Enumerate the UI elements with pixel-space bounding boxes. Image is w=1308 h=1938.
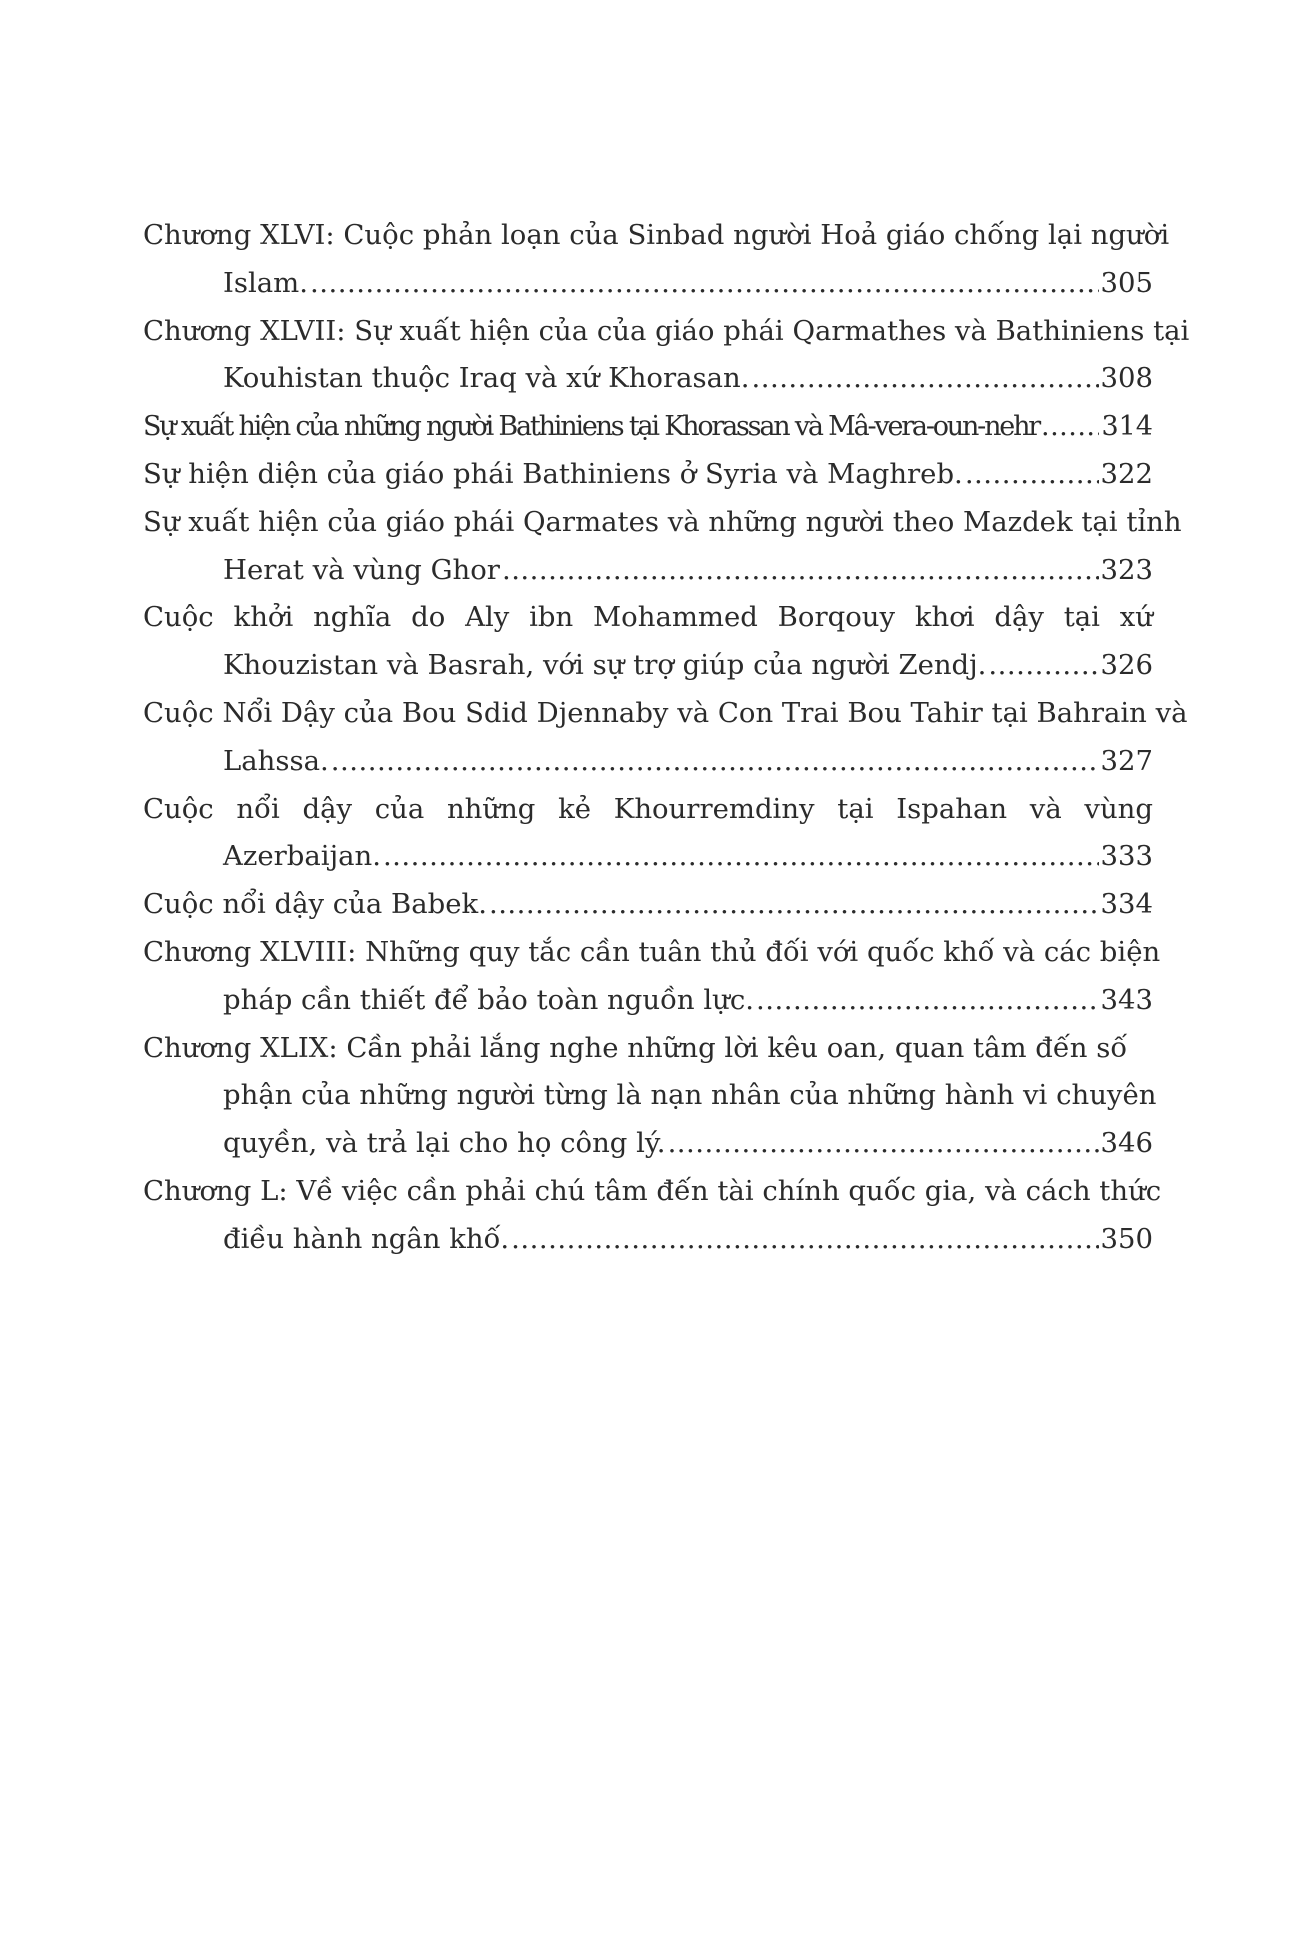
toc-entry-title-end: Azerbaijan. xyxy=(223,840,381,873)
toc-entry-title-end: Cuộc nổi dậy của Babek. xyxy=(143,888,487,921)
toc-entry-title-line: Chương XLVII: Sự xuất hiện của của giáo phái Qarmathes và Bathiniens tại xyxy=(143,314,1190,347)
table-of-contents xyxy=(143,212,1190,1264)
toc-entry-title-line: Cuộc nổi dậy của những kẻ Khourremdiny tại Ispahan và vùng xyxy=(143,792,1153,825)
toc-page-number: 350 xyxy=(1100,1222,1153,1255)
toc-entry-title-line: phận của những người từng là nạn nhân của những hành vi chuyên xyxy=(223,1079,1157,1112)
toc-entry[interactable] xyxy=(143,212,1170,308)
toc-entry-title-end: Herat và vùng Ghor xyxy=(223,553,500,586)
toc-entry-title-line: Chương XLVIII: Những quy tắc cần tuân thủ đối với quốc khố và các biện xyxy=(143,935,1161,968)
toc-entry-title-end: Sự xuất hiện của những người Bathiniens tại Khorassan và Mâ-vera-oun-nehr xyxy=(143,411,1039,443)
toc-entry-title-end: Kouhistan thuộc Iraq và xứ Khorasan. xyxy=(223,362,750,395)
toc-page-number: 334 xyxy=(1100,888,1153,921)
toc-entry[interactable] xyxy=(143,1168,1162,1264)
toc-entry-title-end: Khouzistan và Basrah, với sự trợ giúp của người Zendj. xyxy=(223,649,987,682)
dot-leader xyxy=(502,547,1099,595)
toc-page-number: 333 xyxy=(1100,840,1153,873)
dot-leader xyxy=(668,1120,1099,1168)
toc-entry-last-line xyxy=(143,260,1153,308)
dot-leader xyxy=(1041,403,1099,451)
toc-page-number: 323 xyxy=(1100,553,1153,586)
toc-entry-title-end: Sự hiện diện của giáo phái Bathiniens ở Syria và Maghreb. xyxy=(143,457,963,490)
toc-entry-last-line xyxy=(143,1216,1153,1264)
toc-entry-last-line xyxy=(143,403,1153,451)
dot-leader xyxy=(965,451,1099,499)
toc-entry[interactable] xyxy=(143,786,1153,882)
toc-entry[interactable] xyxy=(143,499,1182,595)
toc-entry-title-line: Chương XLIX: Cần phải lắng nghe những lời kêu oan, quan tâm đến số xyxy=(143,1031,1128,1064)
toc-entry-last-line xyxy=(143,738,1153,786)
toc-page-number: 327 xyxy=(1100,744,1153,777)
dot-leader xyxy=(756,977,1099,1025)
toc-page-number: 308 xyxy=(1100,362,1153,395)
toc-entry-last-line xyxy=(143,642,1153,690)
toc-page-number: 322 xyxy=(1100,457,1153,490)
dot-leader xyxy=(511,1216,1098,1264)
toc-page-number: 326 xyxy=(1100,649,1153,682)
toc-entry-last-line xyxy=(143,833,1153,881)
toc-entry-title-line: Chương L: Về việc cần phải chú tâm đến tài chính quốc gia, và cách thức xyxy=(143,1174,1162,1207)
toc-entry[interactable] xyxy=(143,403,1153,451)
toc-entry-last-line xyxy=(143,1120,1153,1168)
toc-page-number: 314 xyxy=(1101,411,1153,443)
toc-entry-last-line xyxy=(143,355,1153,403)
toc-entry-title-end: điều hành ngân khố. xyxy=(223,1222,510,1255)
toc-entry-title-line: Chương XLVI: Cuộc phản loạn của Sinbad người Hoả giáo chống lại người xyxy=(143,219,1170,251)
toc-entry-last-line xyxy=(143,451,1153,499)
toc-entry[interactable] xyxy=(143,594,1153,690)
toc-entry[interactable] xyxy=(143,451,1153,499)
toc-entry-title-end: Islam. xyxy=(223,266,308,299)
toc-entry[interactable] xyxy=(143,881,1153,929)
toc-entry-last-line xyxy=(143,881,1153,929)
toc-entry-title-line: Sự xuất hiện của giáo phái Qarmates và những người theo Mazdek tại tỉnh xyxy=(143,505,1182,538)
toc-page-number: 305 xyxy=(1100,266,1153,299)
toc-entry-last-line xyxy=(143,547,1153,595)
toc-page-number: 346 xyxy=(1100,1127,1153,1160)
toc-entry[interactable] xyxy=(143,1025,1157,1168)
toc-entry-last-line xyxy=(143,977,1153,1025)
toc-entry-title-end: Lahssa. xyxy=(223,744,329,777)
toc-entry-title-end: pháp cần thiết để bảo toàn nguồn lực. xyxy=(223,983,754,1016)
dot-leader xyxy=(988,642,1098,690)
dot-leader xyxy=(489,881,1099,929)
toc-entry[interactable] xyxy=(143,690,1188,786)
dot-leader xyxy=(331,738,1099,786)
toc-entry-title-end: quyền, và trả lại cho họ công lý. xyxy=(223,1127,666,1160)
toc-entry-title-line: Cuộc Nổi Dậy của Bou Sdid Djennaby và Con Trai Bou Tahir tại Bahrain và xyxy=(143,696,1188,729)
toc-entry-title-line: Cuộc khởi nghĩa do Aly ibn Mohammed Borqouy khơi dậy tại xứ xyxy=(143,601,1153,634)
dot-leader xyxy=(383,833,1099,881)
toc-entry[interactable] xyxy=(143,929,1161,1025)
toc-entry[interactable] xyxy=(143,308,1190,404)
dot-leader xyxy=(751,355,1098,403)
toc-page-number: 343 xyxy=(1100,983,1153,1016)
dot-leader xyxy=(310,260,1099,308)
